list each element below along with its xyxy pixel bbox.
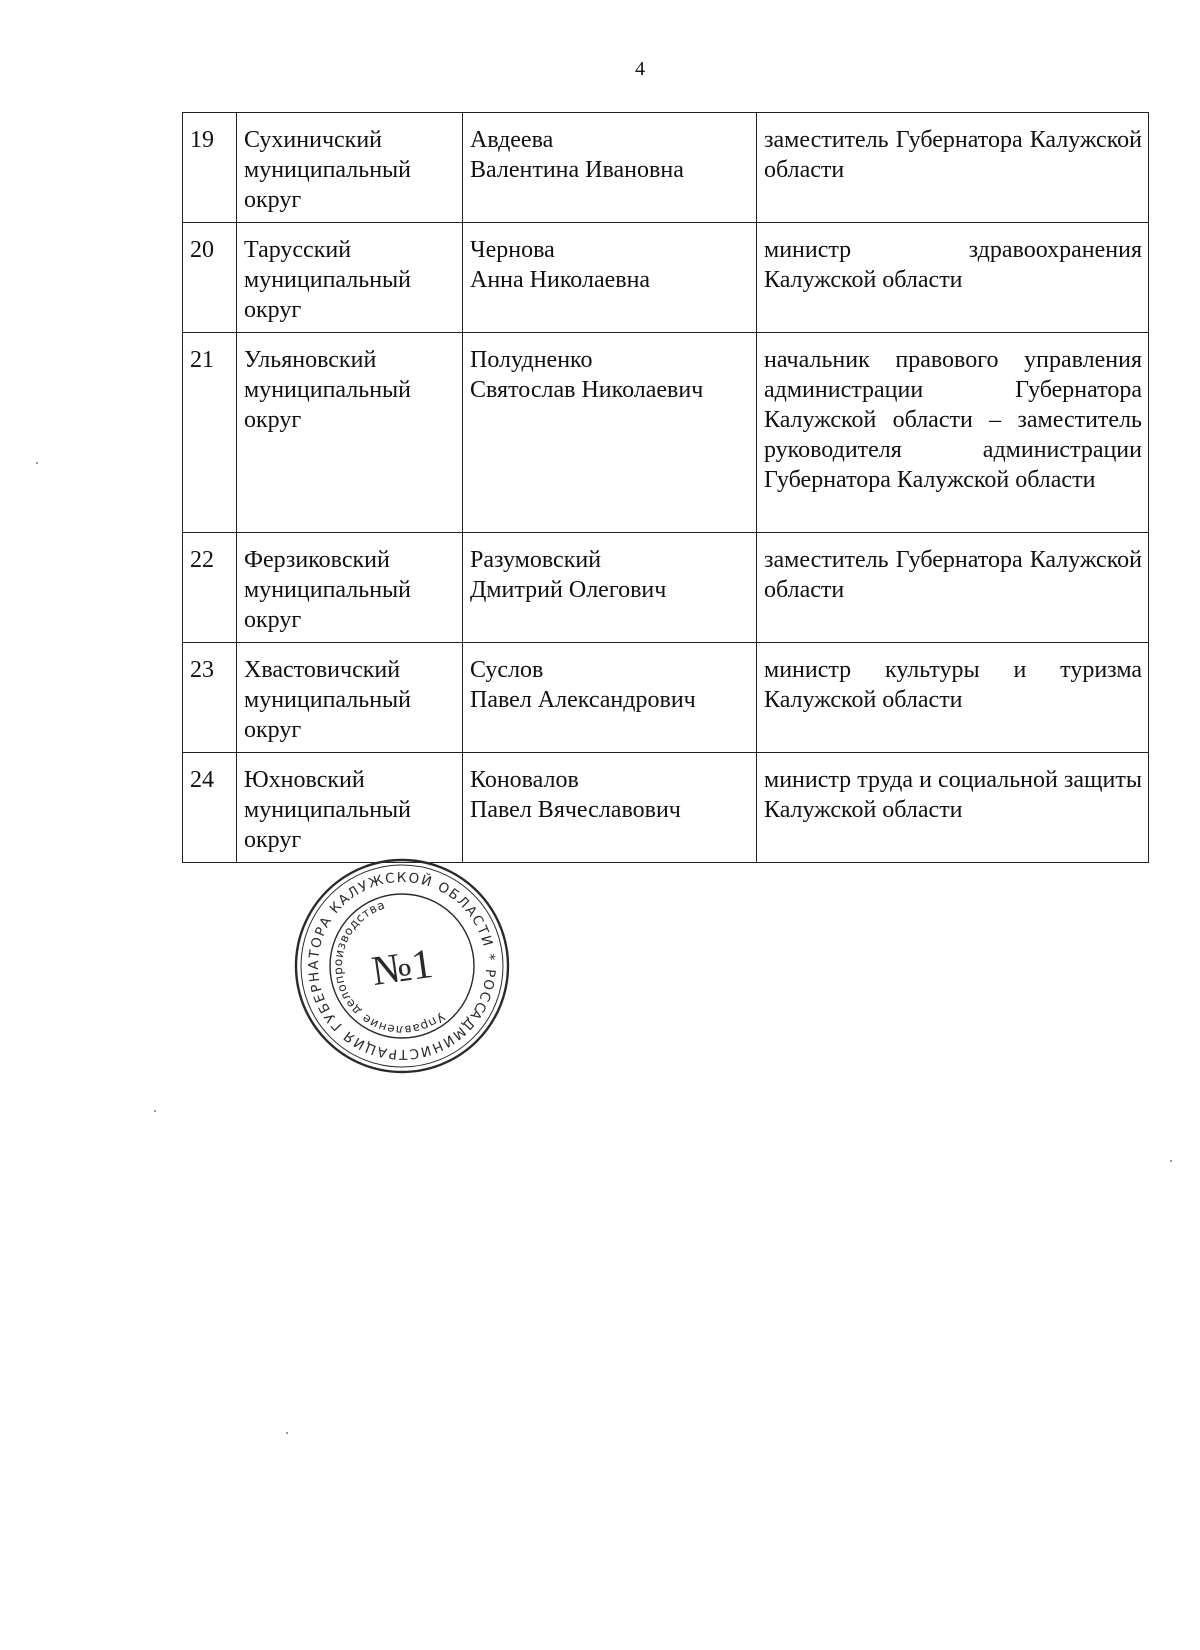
district-name: Юхновский [244,767,365,793]
person-surname: Разумовский [470,547,602,573]
row-number: 23 [183,643,237,753]
district-name: Ульяновский [244,347,377,373]
person-surname: Коновалов [470,767,579,793]
district-type: муниципальный [244,797,412,823]
district-type: муниципальный [244,577,412,603]
person-given-name: Павел Вячеславович [470,797,681,823]
person-cell [463,643,757,753]
district-name: Сухиничский [244,127,383,153]
row-number: 22 [183,533,237,643]
district-name: Хвастовичский [244,657,401,683]
table-row [183,753,1149,863]
district-cell [237,533,463,643]
row-number: 21 [183,333,237,533]
district-type: муниципальный [244,157,412,183]
district-type: округ [244,407,302,433]
assignment-table [182,112,1149,863]
district-type: муниципальный [244,377,412,403]
scan-speck [1170,1160,1172,1162]
district-type: муниципальный [244,687,412,713]
person-surname: Суслов [470,657,544,683]
person-given-name: Дмитрий Олегович [470,577,667,603]
position-cell: начальник правового управления администрации Губернатора Калужской области – заместитель руководителя администрации Губернатора Калужской области [757,333,1149,533]
table-row [183,643,1149,753]
person-cell [463,533,757,643]
district-type: округ [244,717,302,743]
district-cell [237,333,463,533]
table-row [183,223,1149,333]
person-cell [463,333,757,533]
seal-center-number: №1 [368,940,436,996]
person-given-name: Анна Николаевна [470,267,651,293]
person-surname: Авдеева [470,127,554,153]
row-number: 24 [183,753,237,863]
position-cell: министр культуры и туризма Калужской области [757,643,1149,753]
position-cell: министр здравоохранения Калужской области [757,223,1149,333]
person-surname: Чернова [470,237,555,263]
page-number: 4 [635,58,645,80]
position-cell: заместитель Губернатора Калужской области [757,533,1149,643]
scan-speck [154,1110,156,1112]
district-type: округ [244,827,302,853]
scan-speck [286,1432,288,1434]
row-number: 19 [183,113,237,223]
table-row [183,333,1149,533]
person-surname: Полудненко [470,347,593,373]
person-cell [463,223,757,333]
official-seal [292,856,512,1076]
district-type: округ [244,607,302,633]
district-cell [237,753,463,863]
district-type: округ [244,297,302,323]
seal-outer-text: АДМИНИСТРАЦИЯ ГУБЕРНАТОРА КАЛУЖСКОЙ ОБЛАСТИ * РОССИЙСКАЯ [305,869,499,1063]
scan-speck [36,462,38,464]
district-type: округ [244,187,302,213]
district-type: муниципальный [244,267,412,293]
position-cell: министр труда и социальной защиты Калужской области [757,753,1149,863]
district-cell [237,643,463,753]
district-name: Тарусский [244,237,352,263]
seal-inner-text: Управление делопроизводства [330,897,448,1038]
position-cell: заместитель Губернатора Калужской области [757,113,1149,223]
row-number: 20 [183,223,237,333]
district-cell [237,113,463,223]
district-name: Ферзиковский [244,547,390,573]
person-given-name: Павел Александрович [470,687,696,713]
person-cell [463,113,757,223]
person-given-name: Святослав Николаевич [470,377,704,403]
table-row [183,113,1149,223]
table-row [183,533,1149,643]
district-cell [237,223,463,333]
person-cell [463,753,757,863]
person-given-name: Валентина Ивановна [470,157,684,183]
